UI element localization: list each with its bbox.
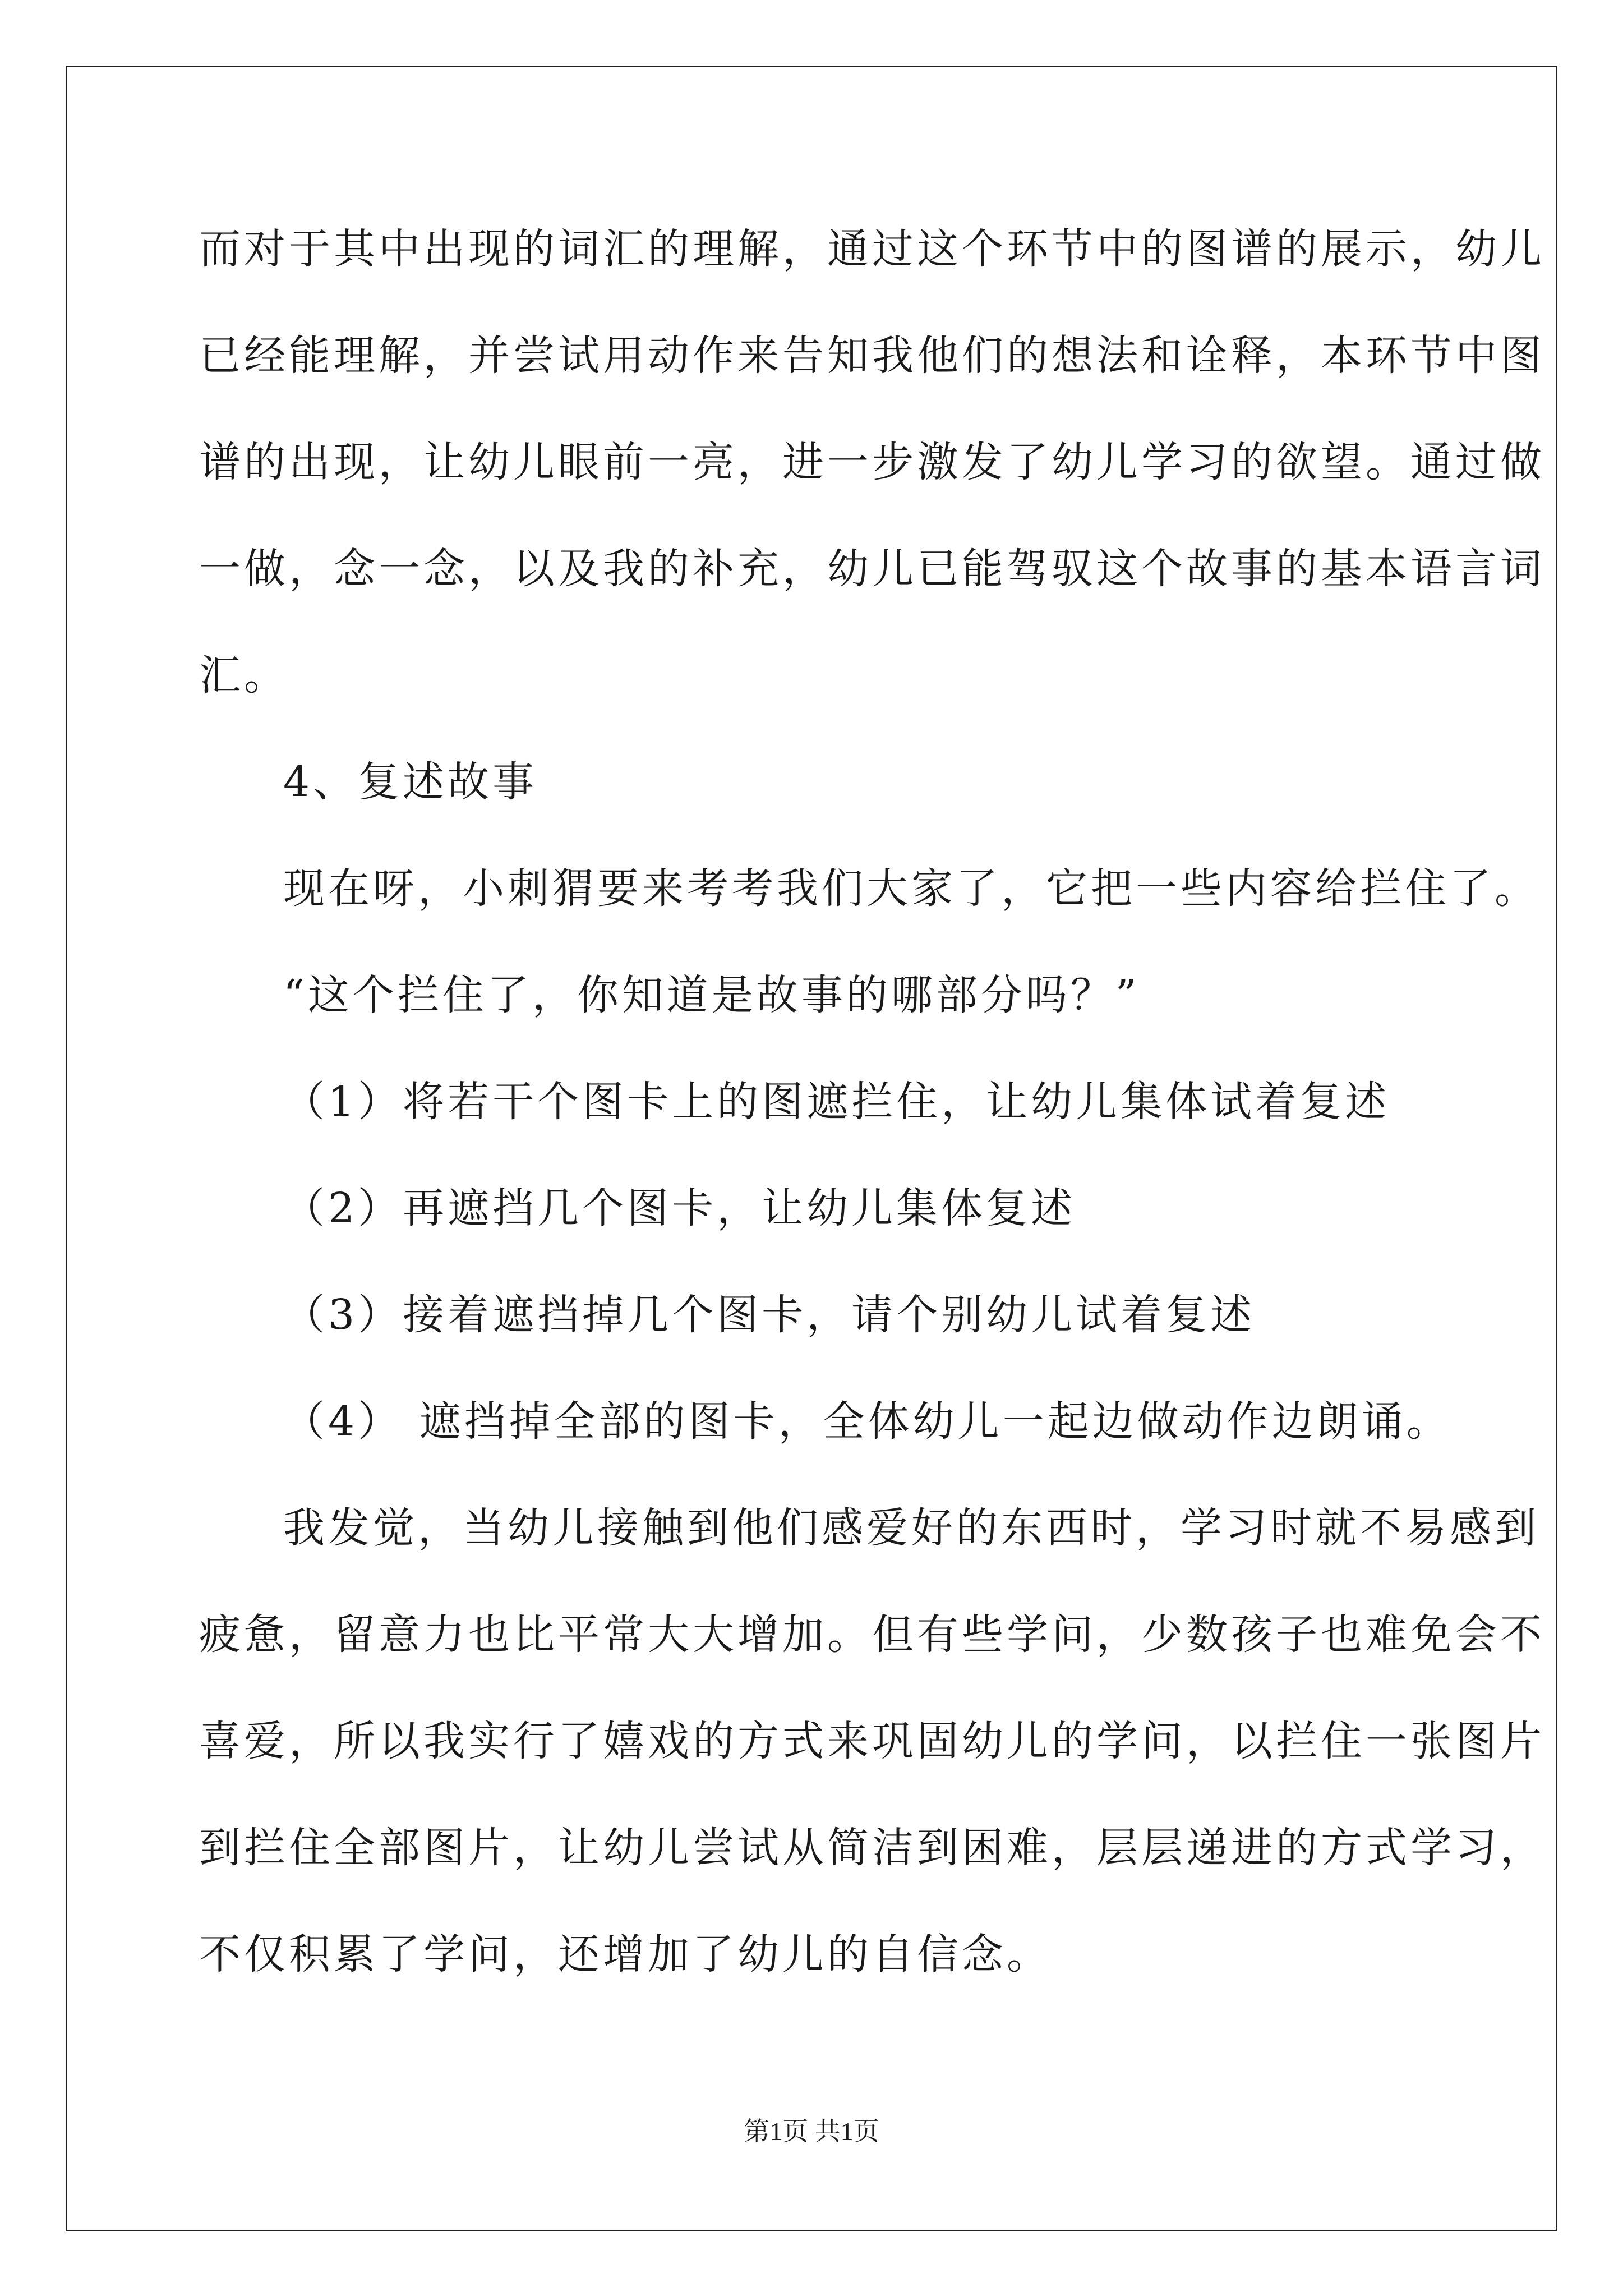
paragraph-line: 到拦住全部图片，让幼儿尝试从简洁到困难，层层递进的方式学习， <box>199 1824 1545 1872</box>
quote-line: “这个拦住了，你知道是故事的哪部分吗？” <box>283 971 1140 1019</box>
paragraph-line: 现在呀，小刺猬要来考考我们大家了，它把一些内容给拦住了。 <box>283 864 1539 913</box>
paragraph-line: 喜爱，所以我实行了嬉戏的方式来巩固幼儿的学问，以拦住一张图片 <box>199 1717 1545 1765</box>
paragraph-line: 而对于其中出现的词汇的理解，通过这个环节中的图谱的展示，幼儿 <box>199 225 1545 273</box>
list-item: （3）接着遮挡掉几个图卡，请个别幼儿试着复述 <box>283 1291 1256 1339</box>
paragraph-line: 不仅积累了学问，还增加了幼儿的自信念。 <box>199 1930 1052 1978</box>
paragraph-line: 疲惫，留意力也比平常大大增加。但有些学问，少数孩子也难免会不 <box>199 1611 1545 1659</box>
paragraph-line: 我发觉，当幼儿接触到他们感爱好的东西时，学习时就不易感到 <box>283 1504 1539 1552</box>
page-border <box>66 66 1557 2231</box>
paragraph-line: 汇。 <box>199 651 289 700</box>
list-item: （4） 遮挡掉全部的图卡，全体幼儿一起边做动作边朗诵。 <box>283 1397 1451 1446</box>
section-heading: 4、复述故事 <box>283 758 538 806</box>
list-item: （1）将若干个图卡上的图遮拦住，让幼儿集体试着复述 <box>283 1078 1390 1126</box>
paragraph-line: 已经能理解，并尝试用动作来告知我他们的想法和诠释，本环节中图 <box>199 332 1545 380</box>
paragraph-line: 一做，念一念，以及我的补充，幼儿已能驾驭这个故事的基本语言词 <box>199 545 1545 593</box>
paragraph-line: 谱的出现，让幼儿眼前一亮，进一步激发了幼儿学习的欲望。通过做 <box>199 438 1545 486</box>
list-item: （2）再遮挡几个图卡，让幼儿集体复述 <box>283 1184 1076 1232</box>
page-number: 第1页 共1页 <box>744 2117 879 2146</box>
